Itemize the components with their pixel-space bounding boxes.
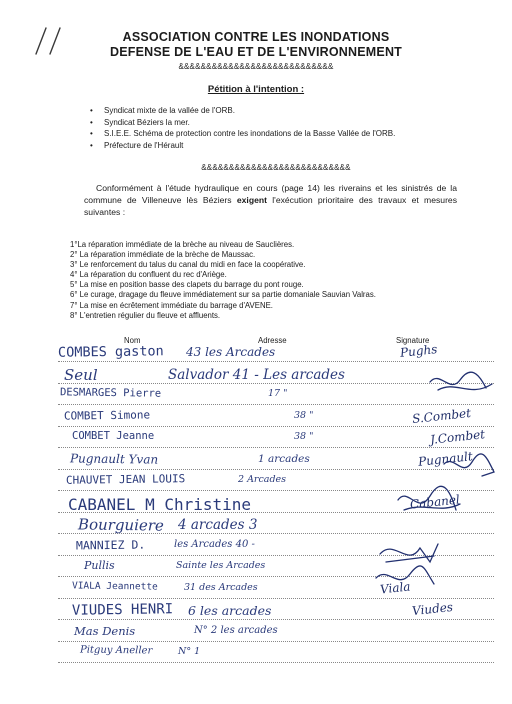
intro-paragraph (84, 183, 457, 218)
recipient-item: • S.I.E.E. Schéma de protection contre les inondations de la Basse Vallée de l'ORB. (90, 128, 395, 140)
signer-signature: Viudes (411, 599, 454, 619)
signature-row (58, 643, 494, 665)
signer-address: 4 arcades 3 (178, 517, 258, 533)
signature-scrawl (58, 454, 494, 484)
signer-address: N° 1 (178, 646, 201, 657)
separator-top: &&&&&&&&&&&&&&&&&&&&&&&&&&&& (178, 62, 334, 71)
signer-name: Pugnault Yvan (69, 450, 159, 467)
signer-signature: Viala (379, 578, 412, 597)
intro-text-before: Conformément à l'étude hydraulique en cours (page 14) les riverains et les sinistrés de la commune de Villeneuve lès Béziers (84, 183, 457, 205)
signer-signature: S.Combet (411, 405, 472, 426)
measure-item: 2° La réparation immédiate de la brèche de Maussac. (70, 250, 256, 260)
association-subtitle: DEFENSE DE L'EAU ET DE L'ENVIRONNEMENT (109, 45, 403, 59)
column-header-name: Nom (124, 336, 141, 345)
signer-name: Mas Denis (74, 623, 136, 638)
recipient-list (90, 105, 395, 151)
association-title: ASSOCIATION CONTRE LES INONDATIONS (122, 30, 390, 44)
column-header-address: Adresse (258, 336, 287, 345)
signer-address: 2 Arcades (238, 474, 287, 485)
signer-address: 17 " (268, 388, 288, 399)
signer-name: CABANEL M Christine (68, 494, 252, 514)
signer-name: Seul (64, 365, 98, 384)
separator-mid: &&&&&&&&&&&&&&&&&&&&&&&&&&& (201, 163, 351, 172)
signer-address: les Arcades 40 - (174, 538, 255, 550)
signer-name: MANNIEZ D. (75, 537, 146, 552)
signer-name: DESMARGES Pierre (59, 386, 162, 400)
measures-list (70, 240, 376, 321)
measure-item: 6° Le curage, dragage du fleuve immédiatement sur sa partie domaniale Sauvian Valras. (70, 290, 376, 300)
column-header-signature: Signature (396, 336, 430, 345)
measure-item: 3° Le renforcement du talus du canal du midi en face la coopérative. (70, 260, 306, 270)
signature-scrawl (58, 490, 494, 520)
signer-name: Pitguy Aneller (79, 644, 153, 657)
signer-name: Bourguiere (77, 515, 164, 535)
signer-address: Sainte les Arcades (176, 560, 266, 571)
signer-name: COMBET Simone (63, 407, 151, 423)
petition-title: Pétition à l'intention : (207, 84, 305, 95)
measure-item: 8° L'entretien régulier du fleuve et affluents. (70, 310, 221, 320)
signer-name: VIALA Jeannette (71, 579, 158, 593)
measure-item: 7° La mise en écrêtement immédiate du barrage d'AVENE. (70, 300, 273, 310)
signer-name: Pullis (84, 559, 115, 572)
recipient-item: • Syndicat Béziers la mer. (90, 117, 395, 129)
signer-signature: Cabanel (409, 491, 461, 512)
signer-address: N° 2 les arcades (194, 624, 278, 636)
measure-item: 4° La réparation du confluent du rec d'Ariège. (70, 270, 227, 280)
signature-scrawl (58, 372, 494, 402)
measure-item: 1°La réparation immédiate de la brèche au niveau de Sauclières. (70, 240, 295, 249)
signature-table (58, 342, 494, 672)
signer-name: VIUDES HENRI (71, 601, 174, 619)
signer-address: 1 arcades (258, 452, 310, 465)
signer-signature: Pugnault (417, 448, 474, 469)
signer-address: 6 les arcades (188, 603, 272, 618)
measure-item: 5° La mise en position basse des clapets du barrage du pont rouge. (70, 280, 304, 290)
signer-address: 38 " (294, 409, 314, 421)
intro-text-after: l'exécution prioritaire des travaux et mesures suivantes : (84, 194, 458, 217)
signer-name: COMBES gaston (57, 343, 164, 361)
signature-row (58, 342, 494, 364)
signature-row (58, 622, 494, 644)
signer-name: CHAUVET JEAN LOUIS (65, 472, 186, 487)
signer-address: 43 les Arcades (186, 345, 276, 359)
signer-address: 31 des Arcades (184, 581, 258, 593)
signer-signature: Pughs (399, 342, 439, 360)
recipient-item: • Syndicat mixte de la vallée de l'ORB. (90, 105, 395, 117)
signer-signature: J.Combet (429, 427, 486, 447)
signature-row (58, 600, 494, 622)
signer-address: 38 " (294, 431, 314, 442)
signer-name: COMBET Jeanne (72, 430, 155, 442)
signature-scrawl (58, 568, 494, 598)
signature-scrawl (58, 540, 494, 570)
signature-row (58, 407, 494, 429)
signature-row (58, 428, 494, 450)
signer-address: Salvador 41 - Les arcades (168, 366, 345, 383)
recipient-item: • Préfecture de l'Hérault (90, 140, 395, 152)
intro-emphasis: exigent (236, 194, 267, 205)
